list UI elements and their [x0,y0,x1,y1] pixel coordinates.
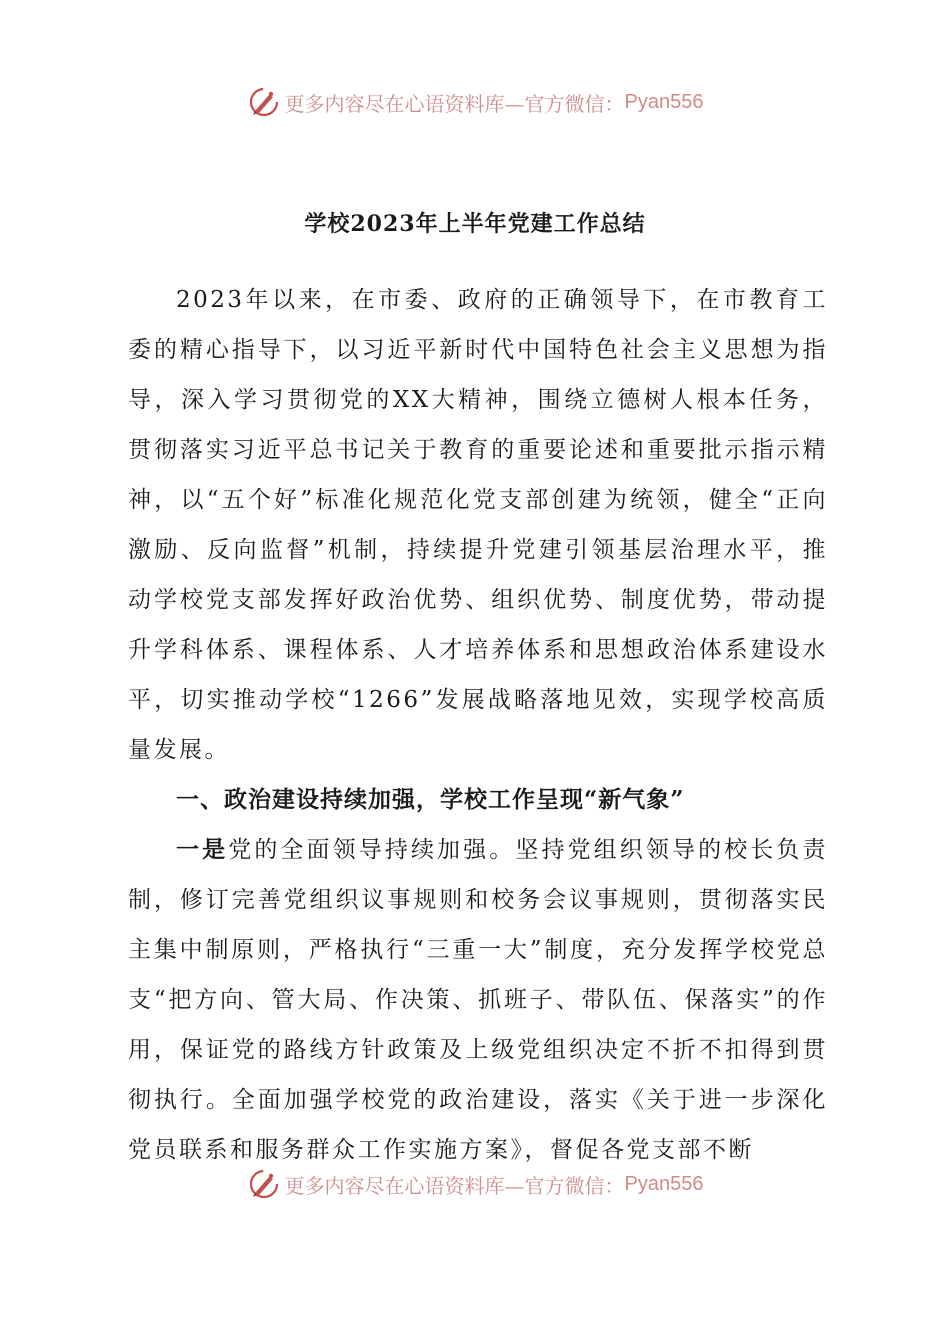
pen-logo-icon [247,85,281,119]
section-1-paragraph [128,825,828,1175]
section-1-lead: 一是 [176,836,229,863]
section-1-heading: 一、政治建设持续加强，学校工作呈现“新气象” [176,786,685,813]
banner-text: 更多内容尽在心语资料库—官方微信： [284,1173,625,1198]
document-title: 学校2023年上半年党建工作总结 [304,211,646,237]
section-1-body: 党的全面领导持续加强。坚持党组织领导的校长负责制，修订完善党组织议事规则和校务会议事规则，贯彻落实民主集中制原则，严格执行“三重一大”制度，充分发挥学校党总支“把方向、管大局、作决策、抓班子、带队伍、保落实”的作用，保证党的路线方针政策及上级党组织决定不折不扣得到贯彻执行。全面加强学校党的政治建设，落实《关于进一步深化党员联系和服务群众工作实施方案》，督促各党支部不断 [128,837,829,1163]
footer-watermark-banner [0,1162,950,1206]
banner-wechat-id: Pyan556 [624,1172,704,1195]
header-watermark-banner [0,80,950,124]
banner-text: 更多内容尽在心语资料库—官方微信： [284,91,625,116]
pen-logo-icon [247,1167,281,1201]
banner-wechat-id: Pyan556 [624,90,704,113]
intro-paragraph: 2023年以来，在市委、政府的正确领导下，在市教育工委的精心指导下，以习近平新时代中国特色社会主义思想为指导，深入学习贯彻党的XX大精神，围绕立德树人根本任务，贯彻落实习近平总书记关于教育的重要论述和重要批示指示精神，以“五个好”标准化规范化党支部创建为统领，健全“正向激励、反向监督”机制，持续提升党建引领基层治理水平，推动学校党支部发挥好政治优势、组织优势、制度优势，带动提升学科体系、课程体系、人才培养体系和思想政治体系建设水平，切实推动学校“1266”发展战略落地见效，实现学校高质量发展。 [128,287,828,763]
document-body [128,275,828,1175]
